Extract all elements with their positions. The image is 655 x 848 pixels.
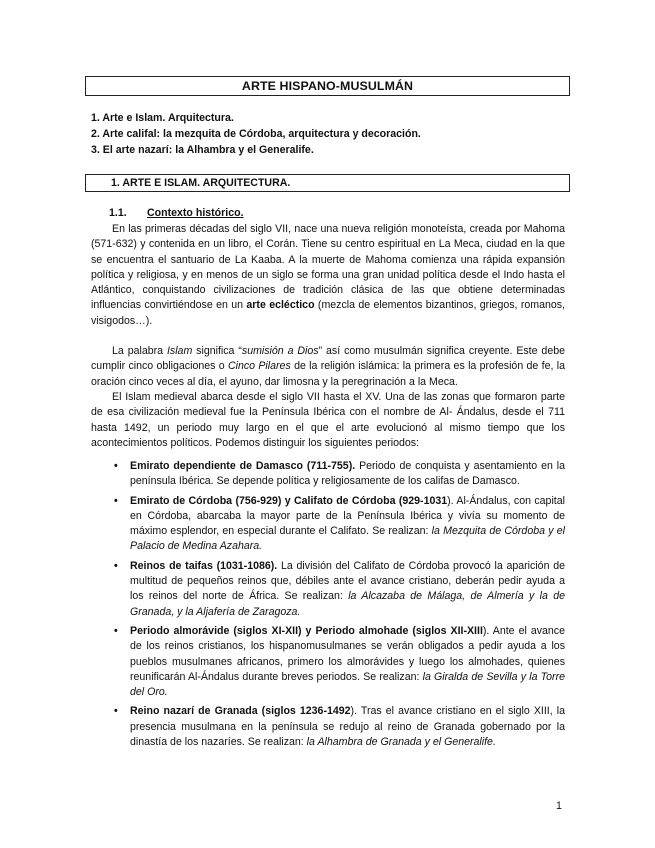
- paragraph-text: (mezcla de elementos bizantinos, griegos, romanos, visigodos…).: [91, 299, 565, 327]
- section-heading: [85, 174, 570, 192]
- paragraph-text: La palabra: [112, 345, 167, 357]
- period-text: La división del Califato de Córdoba provocó la aparición de multitud de pequeños reinos que, débiles ante el avance cristiano, deberán pedir ayuda a los reinos del norte de África. Se realizan:: [130, 559, 565, 603]
- bullet-icon: •: [114, 494, 118, 507]
- page-number: 1: [556, 800, 562, 812]
- document-title: ARTE HISPANO-MUSULMÁN: [85, 76, 570, 96]
- subsection-heading: [109, 206, 244, 220]
- table-of-contents: [91, 110, 421, 158]
- bullet-icon: •: [114, 460, 118, 472]
- toc-item: 2. Arte califal: la mezquita de Córdoba, arquitectura y decoración.: [91, 128, 421, 140]
- toc-item: 1. Arte e Islam. Arquitectura.: [91, 112, 234, 124]
- period-text: ). Tras el avance cristiano en el siglo XIII, la presencia musulmana en la península se redujo al reino de Granada gobernado por la dinastía de los nazaríes. Se realizan:: [130, 705, 565, 749]
- list-item: [91, 494, 565, 555]
- paragraph-periods-intro: El Islam medieval abarca desde el siglo VII hasta el XV. Una de las zonas que formaron parte de esa civilización medieval fue la Península Ibérica con el nombre de Al- Ándalus, desde el 711 hasta 1492, un periodo muy largo en el que el arte evolucionó al mismo tiempo que los acontecimientos políticos. Podemos distinguir los siguientes periodos:: [91, 391, 565, 449]
- italic-term: sumisión a Dios: [241, 345, 319, 357]
- period-text: ). Al-Ándalus, con capital en Córdoba, abarcaba la mayor parte de la Península Ibérica y vivía su momento de máximo esplendor, en especial durante el Califato. Se realizan:: [130, 494, 565, 538]
- period-name: Emirato de Córdoba (756-929) y Califato de Córdoba (929-1031: [130, 494, 448, 507]
- paragraph-text: significa “: [192, 345, 242, 357]
- bullet-icon: •: [114, 559, 118, 572]
- subsection-title: Contexto histórico.: [147, 207, 244, 219]
- list-item: [91, 459, 565, 490]
- paragraph-text: de la religión islámica: la primera es la profesión de fe, la oración cinco veces al día, el ayuno, dar limosna y la peregrinación a la Meca.: [91, 360, 565, 388]
- bullet-icon: •: [114, 624, 118, 637]
- italic-term: Cinco Pilares: [227, 360, 291, 373]
- list-item: [91, 704, 565, 750]
- toc-item: 3. El arte nazarí: la Alhambra y el Generalife.: [91, 144, 314, 156]
- periods-list: [91, 459, 565, 754]
- list-item: [91, 559, 565, 620]
- period-works: la Alhambra de Granada y el Generalife.: [306, 736, 496, 749]
- period-text: Periodo de conquista y asentamiento en la península Ibérica. Se depende política y religiosamente de los califas de Damasco.: [130, 460, 565, 488]
- paragraph-text: En las primeras décadas del siglo VII, nace una nueva religión monoteísta, creada por Mahoma (571-632) y contenida en un libro, el Corán. Tiene su centro espiritual en La Meca, ciudad en la que se encuentra el santuario de La Kaaba. A la muerte de Mahoma comienza una rápida expansión política y religiosa, y en menos de un siglo se forma una gran unidad política desde el Indo hasta el Atlántico, conquistando civilizaciones de tradición clásica de las que obtiene determinadas influencias convirtiéndose en un: [91, 223, 565, 312]
- subsection-number: 1.1.: [109, 207, 127, 219]
- paragraph-text: ” así como musulmán significa creyente. Este debe cumplir cinco obligaciones o: [91, 345, 565, 373]
- period-works: la Mezquita de Córdoba y el Palacio de Medina Azahara.: [130, 525, 565, 553]
- period-works: la Alcazaba de Málaga, de Almería y la de Granada, y la Aljafería de Zaragoza.: [130, 590, 566, 618]
- period-name: Reinos de taifas (1031-1086).: [130, 559, 278, 572]
- period-name: Emirato dependiente de Damasco (711-755).: [130, 460, 356, 472]
- period-name: Periodo almorávide (siglos XI-XII) y Periodo almohade (siglos XII-XIII: [130, 624, 483, 637]
- italic-term: Islam: [166, 345, 193, 357]
- period-works: la Giralda de Sevilla y la Torre del Oro.: [130, 670, 565, 699]
- period-text: ). Ante el avance de los reinos cristianos, los hispanomusulmanes se verán obligados a pedir ayuda a los pueblos musulmanes africanos, primero los almorávides y luego los almohades, quienes reunificarán Al-Ándalus durante breves periodos. Se realizan:: [130, 624, 565, 683]
- bullet-icon: •: [114, 705, 118, 718]
- period-name: Reino nazarí de Granada (siglos 1236-1492: [130, 705, 351, 718]
- paragraph-context: [91, 222, 565, 329]
- list-item: [91, 624, 565, 700]
- section-title: 1. ARTE E ISLAM. ARQUITECTURA.: [111, 177, 291, 189]
- paragraph-islam: [91, 344, 565, 390]
- bold-term: arte ecléctico: [246, 299, 315, 312]
